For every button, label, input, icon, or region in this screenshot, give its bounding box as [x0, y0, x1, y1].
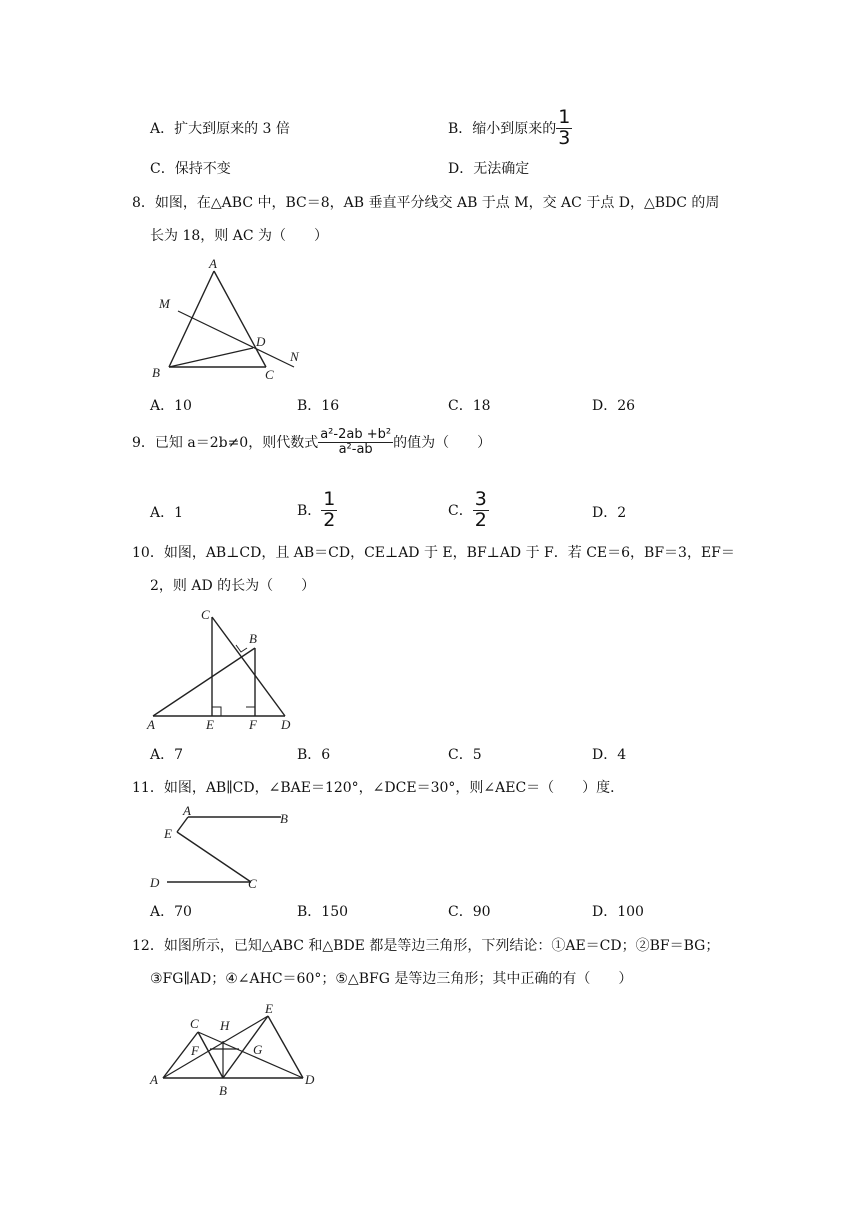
q7-option-b-denominator: 3	[558, 126, 571, 149]
q9-stem-prefix: 9．已知 a＝2b≠0，则代数式	[132, 435, 319, 452]
q11-parallel-lines-diagram	[145, 803, 295, 893]
q10-label-d: D	[281, 717, 291, 732]
q7-option-b-prefix: B．缩小到原来的	[448, 121, 557, 138]
q12-label-h: H	[220, 1018, 230, 1033]
q9-option-d: D．2	[592, 505, 627, 521]
q10-option-d: D．4	[592, 747, 627, 763]
q8-option-a: A．10	[150, 398, 192, 414]
q11-label-c: C	[248, 876, 257, 891]
q8-stem-line1: 8．如图，在△ABC 中，BC＝8，AB 垂直平分线交 AB 于点 M，交 AC 于点 D，△BDC 的周	[132, 195, 720, 211]
q11-label-d: D	[150, 875, 160, 890]
q12-label-f: F	[191, 1043, 199, 1058]
q9-option-c-numerator: 3	[474, 488, 487, 510]
q10-label-a: A	[147, 717, 155, 732]
q11-option-c: C．90	[448, 904, 491, 920]
q7-option-a: A．扩大到原来的 3 倍	[150, 121, 290, 137]
q12-stem-line2: ③FG∥AD；④∠AHC＝60°；⑤△BFG 是等边三角形；其中正确的有（ ）	[150, 971, 633, 987]
q12-label-c: C	[190, 1016, 199, 1031]
q9-expression-numerator: a²-2ab +b²	[320, 427, 392, 442]
q8-stem-line2: 长为 18，则 AC 为（ ）	[150, 228, 328, 244]
q10-diagram	[145, 603, 295, 733]
q7-option-c: C．保持不变	[150, 161, 231, 177]
q9-option-b-fraction	[321, 490, 337, 531]
q12-label-e: E	[265, 1001, 273, 1016]
q9-option-c-label: C．	[448, 503, 473, 520]
q11-label-b: B	[280, 811, 288, 826]
q9-option-b	[297, 490, 337, 531]
q11-option-d: D．100	[592, 904, 644, 920]
q7-option-b	[448, 108, 572, 149]
q8-label-n: N	[290, 349, 299, 364]
q9-option-b-denominator: 2	[323, 508, 336, 531]
q8-label-m: M	[159, 296, 170, 311]
q8-label-d: D	[256, 334, 266, 349]
q9-stem	[132, 428, 491, 456]
q12-label-d: D	[305, 1072, 315, 1087]
q10-stem-line1: 10．如图，AB⊥CD，且 AB＝CD，CE⊥AD 于 E，BF⊥AD 于 F．若 CE＝6，BF＝3，EF＝	[132, 545, 735, 561]
q7-option-b-fraction	[556, 108, 572, 149]
q9-expression-denominator: a²-ab	[338, 441, 373, 457]
q12-label-g: G	[253, 1042, 263, 1057]
q11-stem: 11．如图，AB∥CD，∠BAE＝120°，∠DCE＝30°，则∠AEC＝（ ）度．	[132, 780, 625, 796]
q9-expression-fraction	[318, 428, 393, 456]
q9-option-c	[448, 490, 489, 531]
q10-option-a: A．7	[150, 747, 184, 763]
q10-option-b: B．6	[297, 747, 331, 763]
q8-option-c: C．18	[448, 398, 491, 414]
q10-stem-line2: 2，则 AD 的长为（ ）	[150, 578, 316, 594]
q9-option-c-denominator: 2	[474, 508, 487, 531]
q9-option-b-numerator: 1	[323, 488, 336, 510]
q9-option-c-fraction	[473, 490, 489, 531]
q9-option-b-label: B．	[297, 503, 322, 520]
q11-label-a: A	[183, 803, 191, 818]
q10-label-f: F	[249, 717, 257, 732]
q11-option-b: B．150	[297, 904, 349, 920]
q8-option-b: B．16	[297, 398, 340, 414]
q10-option-c: C．5	[448, 747, 482, 763]
q12-equilateral-triangles-diagram	[145, 998, 330, 1103]
q11-label-e: E	[164, 826, 172, 841]
q9-option-a: A．1	[150, 505, 184, 521]
q8-label-b: B	[152, 365, 160, 380]
q12-label-a: A	[150, 1072, 158, 1087]
q8-triangle-diagram	[148, 255, 313, 385]
q11-option-a: A．70	[150, 904, 192, 920]
q8-label-a: A	[209, 256, 217, 271]
q8-label-c: C	[265, 367, 274, 382]
q7-option-d: D．无法确定	[448, 161, 530, 177]
q12-label-b: B	[219, 1083, 227, 1098]
q10-label-c: C	[201, 607, 210, 622]
q10-label-e: E	[206, 717, 214, 732]
q9-stem-suffix: 的值为（ ）	[393, 435, 492, 452]
q10-label-b: B	[249, 631, 257, 646]
q12-stem-line1: 12．如图所示，已知△ABC 和△BDE 都是等边三角形，下列结论：①AE＝CD；②BF＝BG；	[132, 938, 720, 954]
q8-option-d: D．26	[592, 398, 636, 414]
q7-option-b-numerator: 1	[558, 106, 571, 128]
